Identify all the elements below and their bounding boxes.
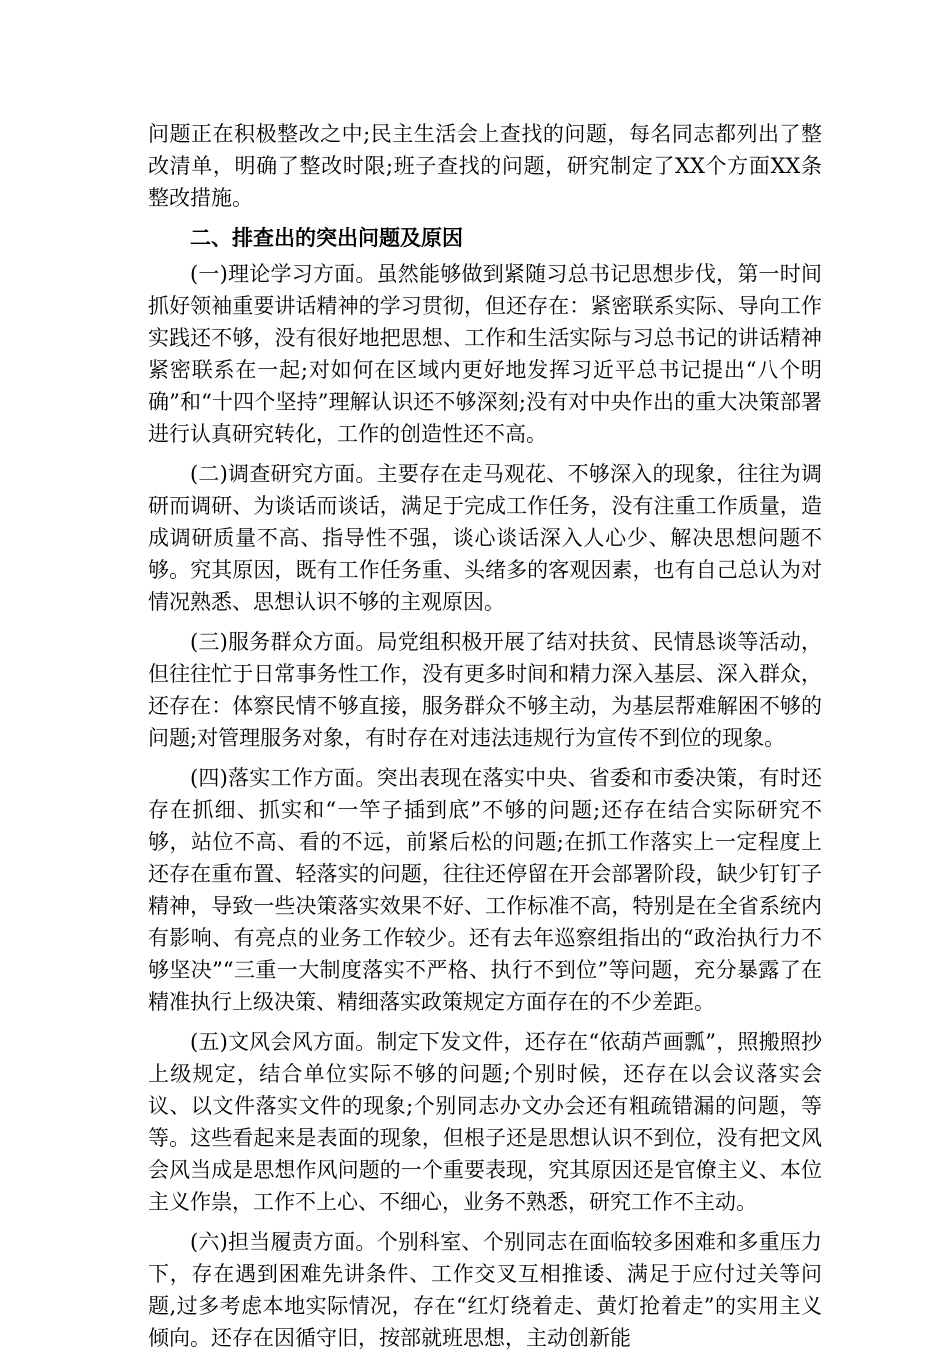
paragraph-serving-masses: (三)服务群众方面。局党组积极开展了结对扶贫、民情恳谈等活动，但往往忙于日常事务性工作，没有更多时间和精力深入基层、深入群众，还存在：体察民情不够直接，服务群众不够主动，为基层帮难解困不够的问题;对管理服务对象，有时存在对违法违规行为宣传不到位的现象。 [148, 630, 822, 750]
document-page [148, 118, 822, 1362]
paragraph-investigation-research: (二)调查研究方面。主要存在走马观花、不够深入的现象，往往为调研而调研、为谈话而谈话，满足于完成工作任务，没有注重工作质量，造成调研质量不高、指导性不强，谈心谈话深入人心少、解决思想问题不够。究其原因，既有工作任务重、头绪多的客观因素，也有自己总认为对情况熟悉、思想认识不够的主观原因。 [148, 462, 822, 614]
paragraph-continued-rectification: 问题正在积极整改之中;民主生活会上查找的问题，每名同志都列出了整改清单，明确了整改时限;班子查找的问题，研究制定了XX个方面XX条整改措施。 [148, 122, 822, 210]
paragraph-theory-study: (一)理论学习方面。虽然能够做到紧随习总书记思想步伐，第一时间抓好领袖重要讲话精神的学习贯彻，但还存在：紧密联系实际、导向工作实践还不够，没有很好地把思想、工作和生活实际与习总书记的讲话精神紧密联系在一起;对如何在区域内更好地发挥习近平总书记提出“八个明确”和“十四个坚持”理解认识还不够深刻;没有对中央作出的重大决策部署进行认真研究转化，工作的创造性还不高。 [148, 262, 822, 446]
section-heading: 二、排查出的突出问题及原因 [190, 226, 463, 250]
paragraph-responsibility: (六)担当履责方面。个别科室、个别同志在面临较多困难和多重压力下，存在遇到困难先讲条件、工作交叉互相推诿、满足于应付过关等问题,过多考虑本地实际情况，存在“红灯绕着走、黄灯抢着走”的实用主义倾向。还存在因循守旧，按部就班思想，主动创新能 [148, 1230, 822, 1350]
paragraph-implementation-work: (四)落实工作方面。突出表现在落实中央、省委和市委决策，有时还存在抓细、抓实和“一竿子插到底”不够的问题;还存在结合实际研究不够，站位不高、看的不远，前紧后松的问题;在抓工作落实上一定程度上还存在重布置、轻落实的问题，往往还停留在开会部署阶段，缺少钉钉子精神，导致一些决策落实效果不好、工作标准不高，特别是在全省系统内有影响、有亮点的业务工作较少。还有去年巡察组指出的“政治执行力不够坚决”“三重一大制度落实不严格、执行不到位”等问题，充分暴露了在精准执行上级决策、精细落实政策规定方面存在的不少差距。 [148, 766, 822, 1014]
paragraph-writing-meeting-style: (五)文风会风方面。制定下发文件，还存在“依葫芦画瓢”，照搬照抄上级规定，结合单位实际不够的问题;个别时候，还存在以会议落实会议、以文件落实文件的现象;个别同志办文办会还有粗疏错漏的问题，等等。这些看起来是表面的现象，但根子还是思想认识不到位，没有把文风会风当成是思想作风问题的一个重要表现，究其原因还是官僚主义、本位主义作祟，工作不上心、不细心，业务不熟悉，研究工作不主动。 [148, 1030, 822, 1214]
